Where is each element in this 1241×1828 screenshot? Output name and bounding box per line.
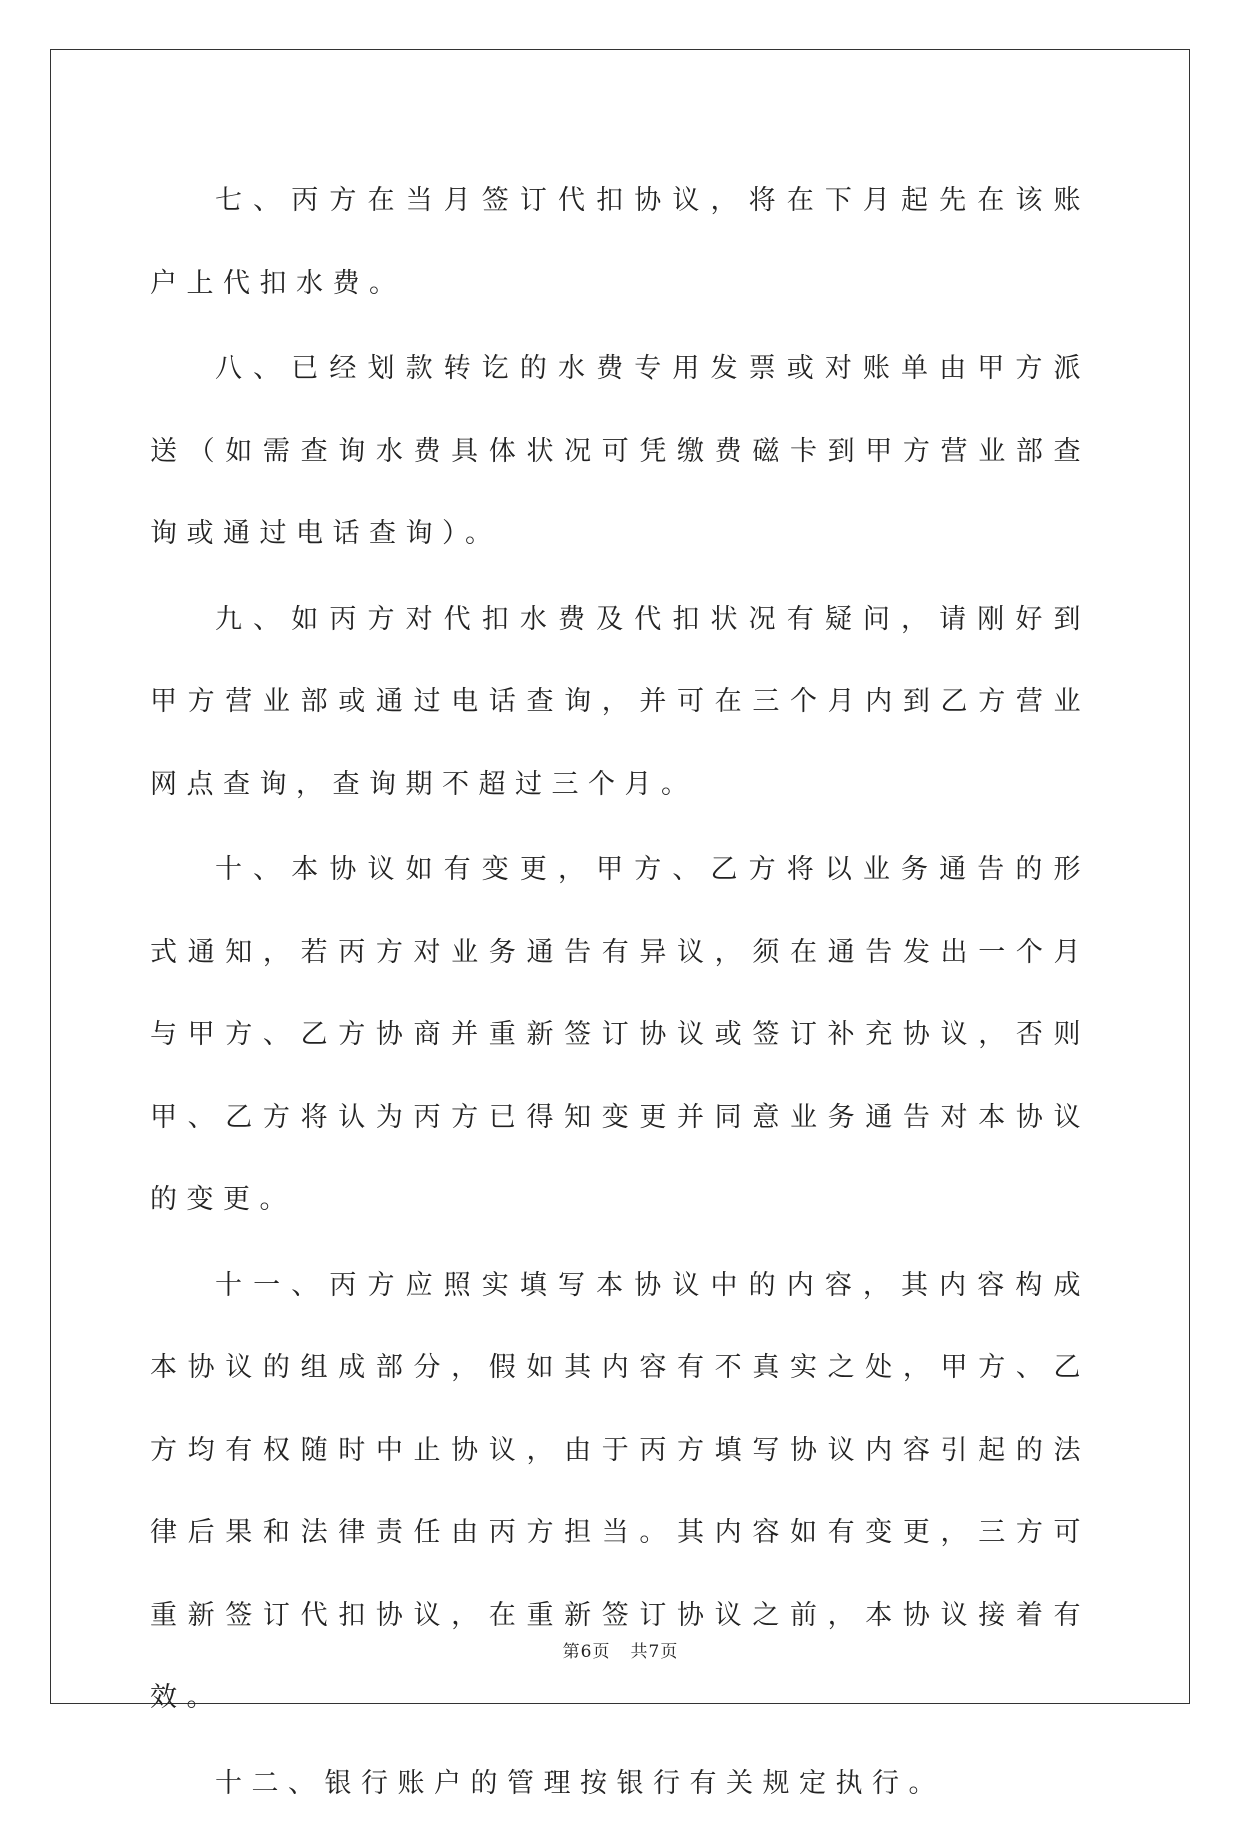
- paragraph-11: 十一、丙方应照实填写本协议中的内容，其内容构成本协议的组成部分，假如其内容有不真实之处，甲方、乙方均有权随时中止协议，由于丙方填写协议内容引起的法律后果和法律责任由丙方担当。其内容如有变更，三方可重新签订代扣协议，在重新签订协议之前，本协议接着有效。: [150, 1269, 1090, 1713]
- document-body: [150, 160, 1090, 1828]
- paragraph-10: 十、本协议如有变更，甲方、乙方将以业务通告的形式通知，若丙方对业务通告有异议，须在通告发出一个月与甲方、乙方协商并重新签订协议或签订补充协议，否则甲、乙方将认为丙方已得知变更并同意业务通告对本协议的变更。: [150, 854, 1090, 1215]
- paragraph-12: 十二、银行账户的管理按银行有关规定执行。: [215, 1767, 945, 1799]
- paragraph-9: 九、如丙方对代扣水费及代扣状况有疑问，请刚好到甲方营业部或通过电话查询，并可在三个月内到乙方营业网点查询，查询期不超过三个月。: [150, 603, 1090, 800]
- paragraph-8: 八、已经划款转讫的水费专用发票或对账单由甲方派送（如需查询水费具体状况可凭缴费磁卡到甲方营业部查询或通过电话查询）。: [150, 353, 1090, 549]
- page-number-total: 共7页: [630, 1642, 679, 1662]
- page-number-current: 第6页: [562, 1642, 611, 1662]
- paragraph-7: 七、丙方在当月签订代扣协议，将在下月起先在该账户上代扣水费。: [150, 185, 1090, 299]
- page-footer: [0, 1637, 1241, 1662]
